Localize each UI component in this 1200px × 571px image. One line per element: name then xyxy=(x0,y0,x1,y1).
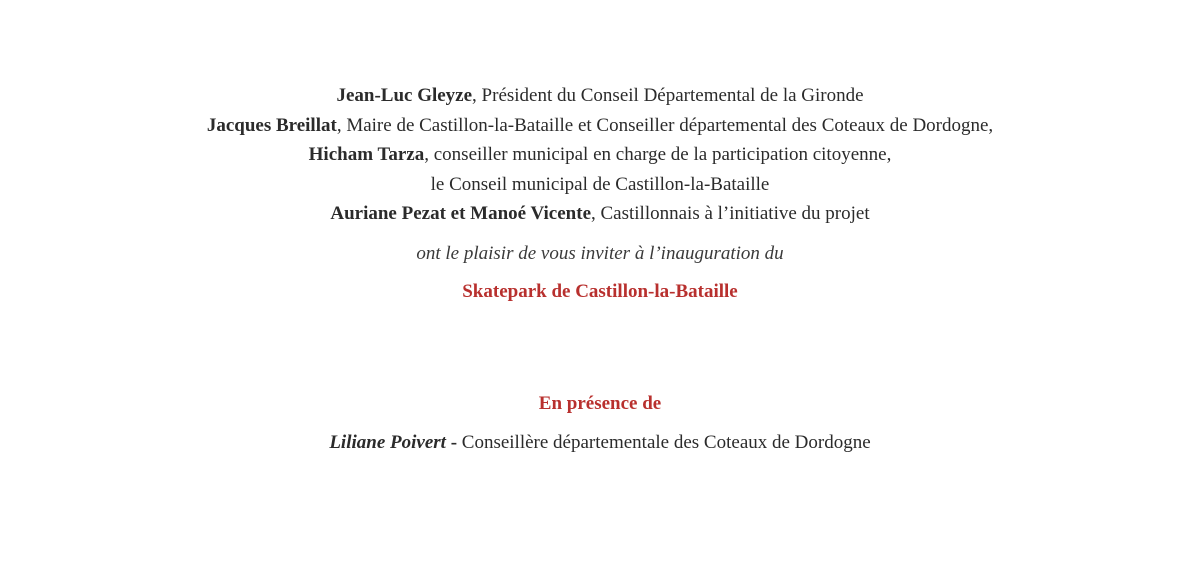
host-role: , Maire de Castillon-la-Bataille et Conseiller départemental des Coteaux de Dordogne, xyxy=(336,114,994,136)
guest-line xyxy=(0,429,1200,457)
invitation-text: ont le plaisir de vous inviter à l’inauguration du xyxy=(416,243,784,264)
host-role: , conseiller municipal en charge de la participation citoyenne, xyxy=(424,144,892,165)
host-role: , Castillonnais à l’initiative du projet xyxy=(591,203,870,224)
host-name: Jean-Luc Gleyze xyxy=(336,85,473,106)
hosts-block xyxy=(0,81,1200,229)
presence-title: En présence de xyxy=(538,393,662,414)
host-name: Jacques Breillat xyxy=(206,114,337,136)
host-line xyxy=(0,199,1200,229)
host-role: le Conseil municipal de Castillon-la-Bataille xyxy=(430,173,770,195)
host-line xyxy=(0,111,1200,141)
host-role: , Président du Conseil Départemental de la Gironde xyxy=(472,85,864,106)
event-title: Skatepark de Castillon-la-Bataille xyxy=(462,281,738,302)
guest-name: Liliane Poivert xyxy=(329,432,446,453)
guest-role: Conseillère départementale des Coteaux de Dordogne xyxy=(461,432,871,453)
host-name: Hicham Tarza xyxy=(308,144,425,165)
host-line xyxy=(0,170,1200,200)
host-line xyxy=(0,140,1200,170)
guest-separator: - xyxy=(445,432,462,453)
host-name: Auriane Pezat et Manoé Vicente xyxy=(330,203,591,224)
host-line xyxy=(0,81,1200,111)
